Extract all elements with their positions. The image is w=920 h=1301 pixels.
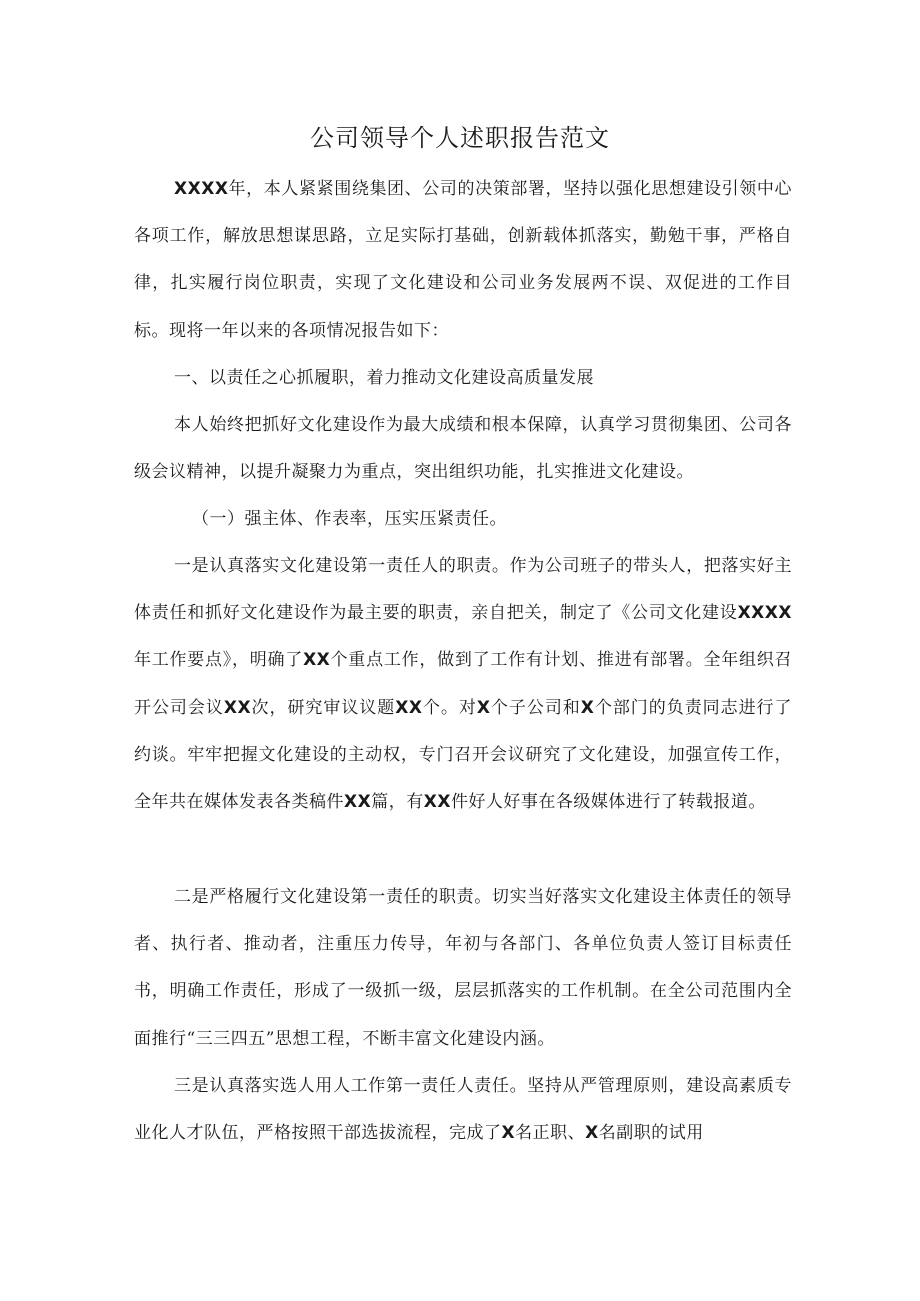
paragraph-text: 一、以责任之心抓履职，着力推动文化建设高质量发展 (174, 368, 594, 388)
paragraph-text: 本人始终把抓好文化建设作为最大成绩和根本保障，认真学习贯彻集团、公司各级会议精神，以提升凝聚力为重点，突出组织功能，扎实推进文化建设。 (134, 415, 792, 483)
paragraph-text: 名副职的试用 (598, 1123, 704, 1144)
paragraph-section-1 (134, 402, 792, 496)
placeholder-text: XX (223, 697, 252, 718)
paragraph-item-3 (134, 1063, 792, 1157)
paragraph-text: （一）强主体、作表率，压实压紧责任。 (192, 509, 507, 529)
paragraph-text: 次，研究审议议题 (251, 697, 396, 718)
paragraph-text: 一是认真落实文化建设第一责任人的职责。作为公司班子的带头人，把落实好主体责任和抓好文化建设作为最主要的职责，亲自把关，制定了《公司文化建设 (134, 556, 792, 624)
document-title: 公司领导个人述职报告范文 (310, 124, 610, 152)
paragraph-text: 件好人好事在各级媒体进行了转载报道。 (450, 792, 766, 813)
paragraph-text: 三是认真落实选人用人工作第一责任人责任。坚持从严管理原则，建设高素质专业化人才队伍，严格按照干部选拔流程，完成了 (134, 1076, 792, 1144)
paragraph-text: 年，本人紧紧围绕集团、公司的决策部署，坚持以强化思想建设引领中心各项工作，解放思想谋思路，立足实际打基础，创新载体抓落实，勤勉干事，严格自律，扎实履行岗位职责，实现了文化建设和公司业务发展两不误、双促进的工作目标。现将一年以来的各项情况报告如下： (134, 179, 792, 341)
placeholder-text: X (501, 1123, 516, 1144)
placeholder-text: XX (303, 650, 331, 671)
paragraph-text: 个。对 (422, 697, 477, 718)
subsection-heading-1 (134, 496, 792, 543)
paragraph-text: 个子公司和 (490, 697, 581, 718)
placeholder-text: X (476, 697, 491, 718)
placeholder-text: XX (395, 697, 423, 718)
paragraph-text: 篇，有 (371, 792, 424, 813)
placeholder-text: XX (344, 792, 372, 813)
paragraph-item-1 (134, 543, 792, 826)
paragraph-item-2 (134, 874, 792, 1063)
placeholder-text: X (585, 1123, 599, 1144)
paragraph-text: 二是严格履行文化建设第一责任的职责。切实当好落实文化建设主体责任的领导者、执行者、推动者，注重压力传导，年初与各部门、各单位负责人签订目标责任书，明确工作责任，形成了一级抓一级，层层抓落实的工作机制。在全公司范围内全面推行“三三四五”思想工程，不断丰富文化建设内涵。 (134, 887, 792, 1049)
paragraph-text: 名正职、 (515, 1123, 586, 1144)
placeholder-text: XX (423, 792, 451, 813)
paragraph-text: 个部门的负责同志进行了约谈。牢牢把握文化建设的主动权，专门召开会议研究了文化建设，加强宣传工作，全年共在媒体发表各类稿件 (134, 697, 793, 813)
paragraph-text: 个重点工作，做到了工作有计划、推进有部署。全年组织召开公司会议 (134, 650, 792, 718)
placeholder-text: XXXX (174, 179, 229, 199)
placeholder-text: X (580, 697, 595, 718)
placeholder-text: XXXX (737, 603, 792, 624)
section-heading-1 (134, 355, 792, 402)
paragraph-text: 年工作要点》，明确了 (134, 650, 304, 671)
paragraph-intro (134, 166, 792, 355)
